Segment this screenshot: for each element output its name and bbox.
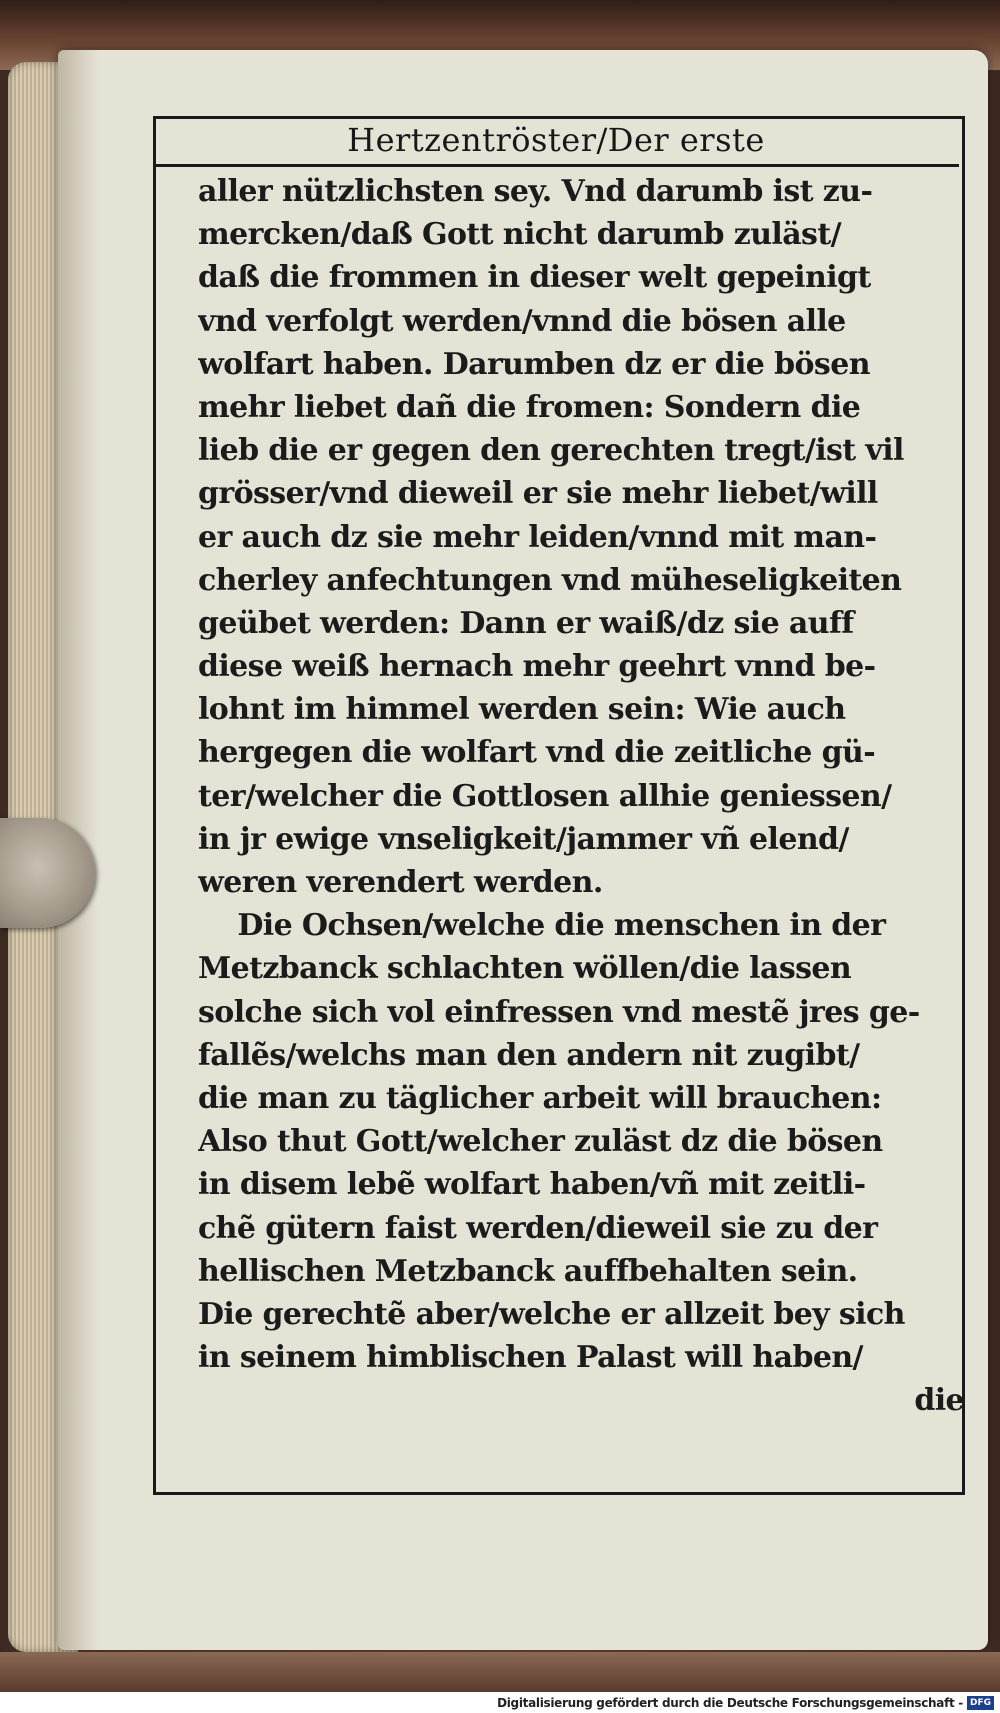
text-line: cherley anfechtungen vnd müheseligkeiten [198, 562, 902, 598]
text-line: hellischen Metzbanck auffbehalten sein. [198, 1253, 858, 1289]
dfg-logo: DFG [967, 1696, 994, 1710]
running-head-box [153, 116, 959, 167]
text-line: mercken/daß Gott nicht darumb zuläst/ [198, 217, 841, 253]
text-line: aller nützlichsten sey. Vnd darumb ist zu- [198, 174, 873, 209]
text-line: diese weiß hernach mehr geehrt vnnd be- [198, 649, 876, 685]
text-line: vnd verfolgt werden/vnnd die bösen alle [198, 303, 846, 339]
text-line: hergegen die wolfart vnd die zeitliche gü- [198, 735, 876, 771]
text-line: ter/welcher die Gottlosen allhie geniessen/ [198, 778, 892, 814]
text-line: wolfart haben. Darumben dz er die bösen [198, 346, 870, 382]
text-line: fallẽs/welchs man den andern nit zugibt/ [198, 1037, 860, 1073]
text-line: daß die frommen in dieser welt gepeinigt [198, 260, 871, 296]
text-line: mehr liebet dañ die fromen: Sondern die [198, 389, 861, 425]
text-line: lohnt im himmel werden sein: Wie auch [198, 692, 846, 728]
text-line: solche sich vol einfressen vnd mestẽ jres ge- [198, 994, 920, 1030]
text-line: geübet werden: Dann er waiß/dz sie auff [198, 605, 854, 641]
funding-credit: Digitalisierung gefördert durch die Deutsche Forschungsgemeinschaft - [497, 1695, 963, 1710]
text-line: Die gerechtẽ aber/welche er allzeit bey sich [198, 1296, 905, 1332]
text-line: in jr ewige vnseligkeit/jammer vñ elend/ [198, 821, 849, 857]
text-line: chẽ gütern faist werden/dieweil sie zu der [198, 1210, 878, 1246]
catchword: die [914, 1383, 964, 1419]
book-cover-bottom [0, 1652, 1000, 1692]
text-line: er auch dz sie mehr leiden/vnnd mit man- [198, 519, 877, 555]
text-line: in seinem himblischen Palast will haben/ [198, 1340, 863, 1376]
text-line: weren verendert werden. [198, 865, 603, 900]
text-block [198, 170, 964, 1422]
text-line: in disem lebẽ wolfart haben/vñ mit zeitli- [198, 1167, 866, 1203]
text-line: Also thut Gott/welcher zuläst dz die bösen [198, 1124, 883, 1160]
text-line: Metzbanck schlachten wöllen/die lassen [198, 951, 852, 987]
footer-bar [0, 1692, 1000, 1713]
text-line: Die Ochsen/welche die menschen in der [198, 908, 886, 944]
text-line: grösser/vnd dieweil er sie mehr liebet/will [198, 476, 878, 512]
text-line: die man zu täglicher arbeit will brauchen: [198, 1080, 882, 1116]
running-head: Hertzentröster/Der erste [347, 121, 765, 159]
text-line: lieb die er gegen den gerechten tregt/ist vil [198, 433, 904, 469]
